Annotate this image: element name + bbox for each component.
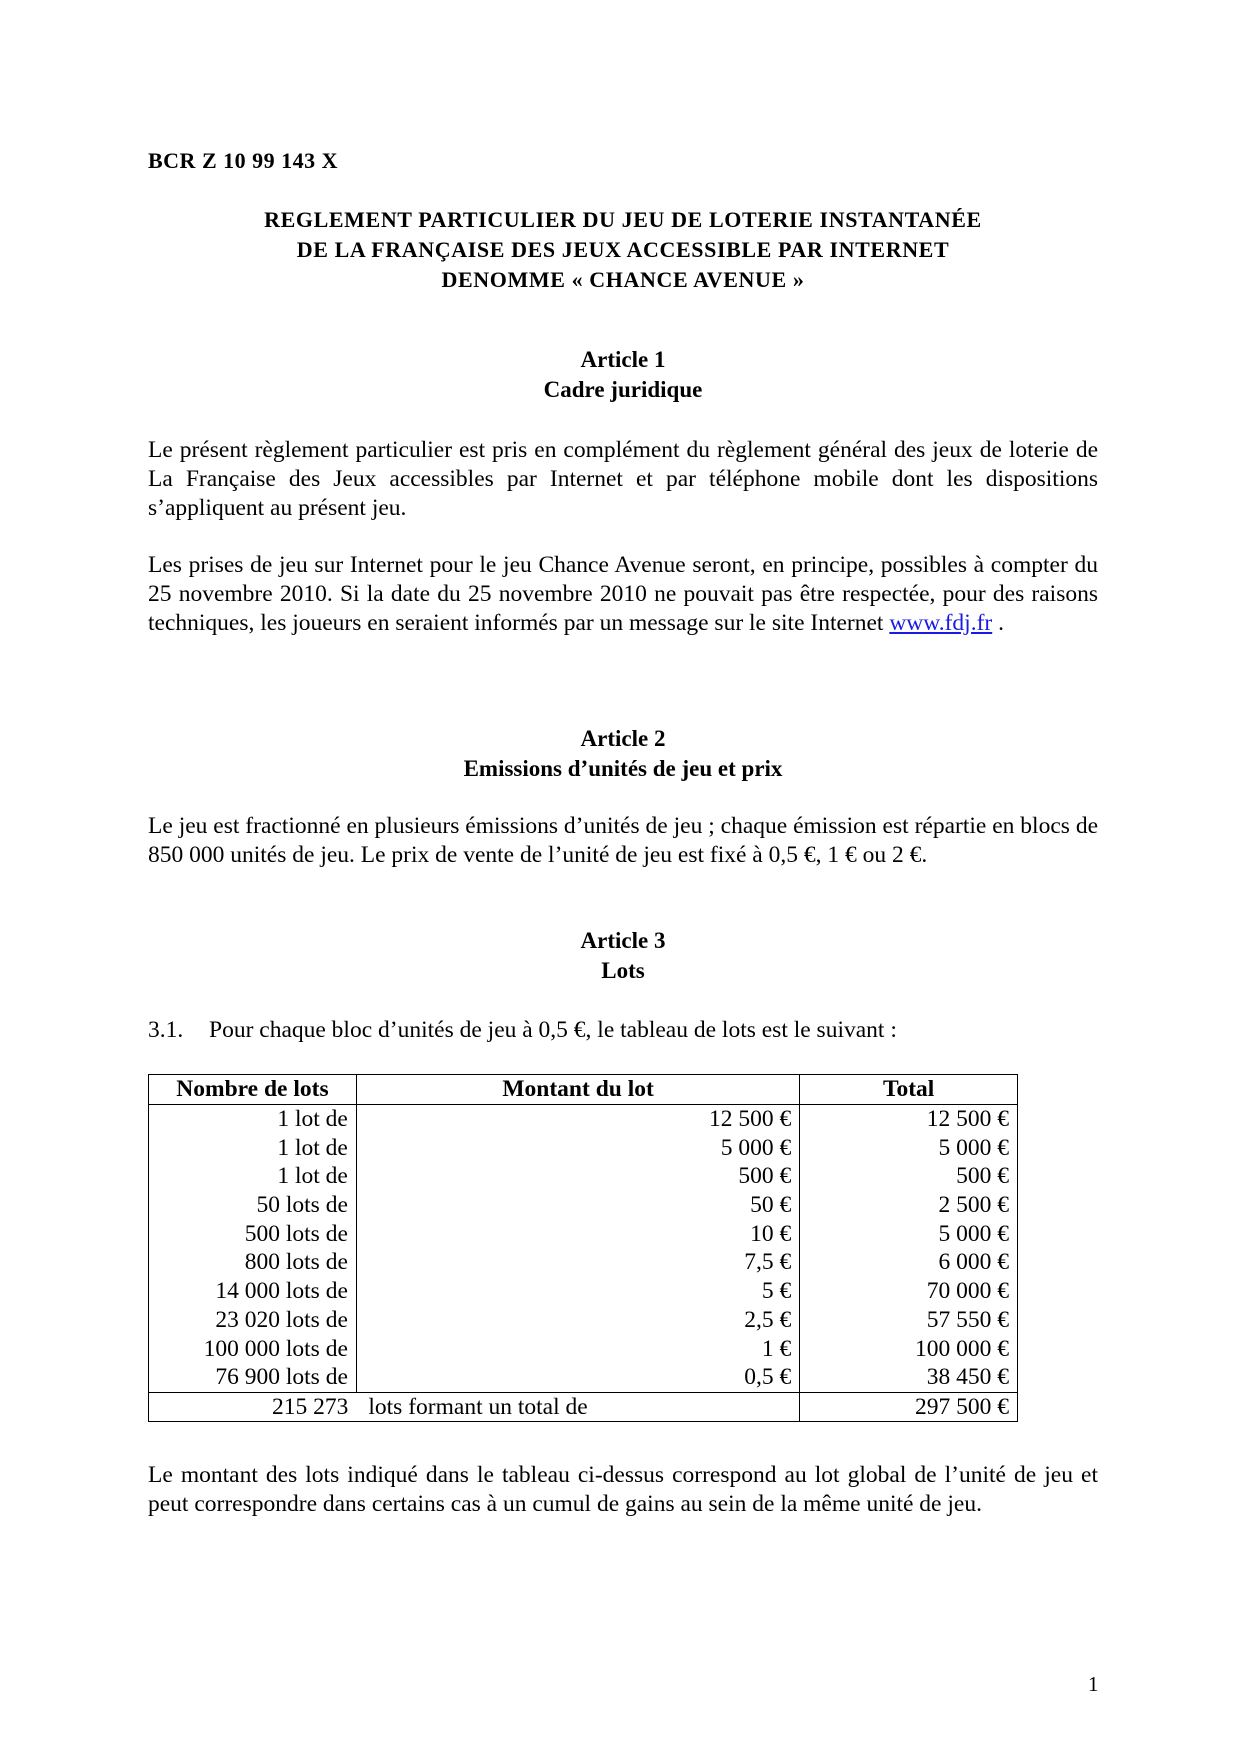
prize-table-header-row	[149, 1075, 1018, 1105]
article-1-paragraph-2	[148, 551, 1098, 638]
cell-total: 38 450 €	[800, 1363, 1018, 1392]
article-2-number: Article 2	[580, 726, 666, 751]
table-row	[149, 1363, 1018, 1392]
cell-count: 500 lots de	[149, 1219, 357, 1248]
cell-total: 5 000 €	[800, 1133, 1018, 1162]
table-row	[149, 1306, 1018, 1335]
item-number: 3.1.	[148, 1017, 184, 1043]
table-row	[149, 1162, 1018, 1191]
cell-count: 76 900 lots de	[149, 1363, 357, 1392]
total-count: 215 273	[149, 1392, 357, 1422]
table-row	[149, 1191, 1018, 1220]
table-row	[149, 1277, 1018, 1306]
table-row	[149, 1334, 1018, 1363]
title-line-1: REGLEMENT PARTICULIER DU JEU DE LOTERIE INSTANTANÉE	[264, 207, 982, 232]
cell-amount: 2,5 €	[356, 1306, 799, 1335]
article-1-heading	[148, 345, 1098, 405]
article-3-paragraph-after-table: Le montant des lots indiqué dans le tableau ci-dessus correspond au lot global de l’unité de jeu et peut correspondre dans certains cas à un cumul de gains au sein de la même unité de jeu.	[148, 1462, 1098, 1517]
title-line-2: DE LA FRANÇAISE DES JEUX ACCESSIBLE PAR INTERNET	[296, 237, 950, 262]
prize-table-total-row	[149, 1392, 1018, 1422]
cell-amount: 500 €	[356, 1162, 799, 1191]
cell-count: 100 000 lots de	[149, 1334, 357, 1363]
header-amount: Montant du lot	[356, 1075, 799, 1105]
article-3-title: Lots	[601, 958, 645, 983]
cell-amount: 5 €	[356, 1277, 799, 1306]
cell-amount: 5 000 €	[356, 1133, 799, 1162]
cell-count: 800 lots de	[149, 1248, 357, 1277]
header-total: Total	[800, 1075, 1018, 1105]
fdj-website-link[interactable]: www.fdj.fr	[889, 610, 993, 636]
cell-count: 14 000 lots de	[149, 1277, 357, 1306]
article-1-paragraph-1: Le présent règlement particulier est pris en complément du règlement général des jeux de loterie de La Française des Jeux accessibles par Internet et par téléphone mobile dont les dispositions s’appliquent au présent jeu.	[148, 437, 1098, 521]
cell-total: 70 000 €	[800, 1277, 1018, 1306]
cell-total: 57 550 €	[800, 1306, 1018, 1335]
cell-total: 5 000 €	[800, 1219, 1018, 1248]
cell-count: 50 lots de	[149, 1191, 357, 1220]
cell-amount: 10 €	[356, 1219, 799, 1248]
cell-total: 6 000 €	[800, 1248, 1018, 1277]
cell-count: 1 lot de	[149, 1133, 357, 1162]
table-row	[149, 1104, 1018, 1133]
prize-table	[148, 1074, 1018, 1422]
title-line-3: DENOMME « CHANCE AVENUE »	[441, 267, 805, 292]
cell-amount: 7,5 €	[356, 1248, 799, 1277]
cell-total: 2 500 €	[800, 1191, 1018, 1220]
cell-total: 100 000 €	[800, 1334, 1018, 1363]
article-3-heading	[148, 926, 1098, 986]
cell-total: 12 500 €	[800, 1104, 1018, 1133]
document-title	[148, 205, 1098, 295]
article-1-title: Cadre juridique	[543, 377, 703, 402]
article-3-item-3-1	[148, 1016, 1098, 1045]
header-count: Nombre de lots	[149, 1075, 357, 1105]
cell-count: 23 020 lots de	[149, 1306, 357, 1335]
cell-count: 1 lot de	[149, 1162, 357, 1191]
item-text: Pour chaque bloc d’unités de jeu à 0,5 €, le tableau de lots est le suivant :	[209, 1017, 897, 1043]
cell-amount: 12 500 €	[356, 1104, 799, 1133]
cell-amount: 1 €	[356, 1334, 799, 1363]
document-reference: BCR Z 10 99 143 X	[148, 148, 339, 173]
cell-amount: 50 €	[356, 1191, 799, 1220]
article-1-paragraph-2-text: Les prises de jeu sur Internet pour le jeu Chance Avenue seront, en principe, possibles à compter du 25 novembre 2010. Si la date du 25 novembre 2010 ne pouvait pas être respectée, pour des raisons techniques, les joueurs en seraient informés par un message sur le site Internet	[148, 552, 1098, 636]
article-2-heading	[148, 724, 1098, 784]
table-row	[149, 1133, 1018, 1162]
article-1-paragraph-2-end: .	[992, 610, 1004, 636]
total-value: 297 500 €	[800, 1392, 1018, 1422]
article-1-number: Article 1	[580, 347, 666, 372]
article-2-title: Emissions d’unités de jeu et prix	[463, 756, 783, 781]
cell-total: 500 €	[800, 1162, 1018, 1191]
cell-amount: 0,5 €	[356, 1363, 799, 1392]
total-label: lots formant un total de	[356, 1392, 799, 1422]
table-row	[149, 1219, 1018, 1248]
article-3-number: Article 3	[580, 928, 666, 953]
article-2-paragraph-1: Le jeu est fractionné en plusieurs émissions d’unités de jeu ; chaque émission est répartie en blocs de 850 000 unités de jeu. Le prix de vente de l’unité de jeu est fixé à 0,5 €, 1 € ou 2 €.	[148, 813, 1098, 868]
cell-count: 1 lot de	[149, 1104, 357, 1133]
page-number: 1	[1088, 1672, 1099, 1696]
table-row	[149, 1248, 1018, 1277]
